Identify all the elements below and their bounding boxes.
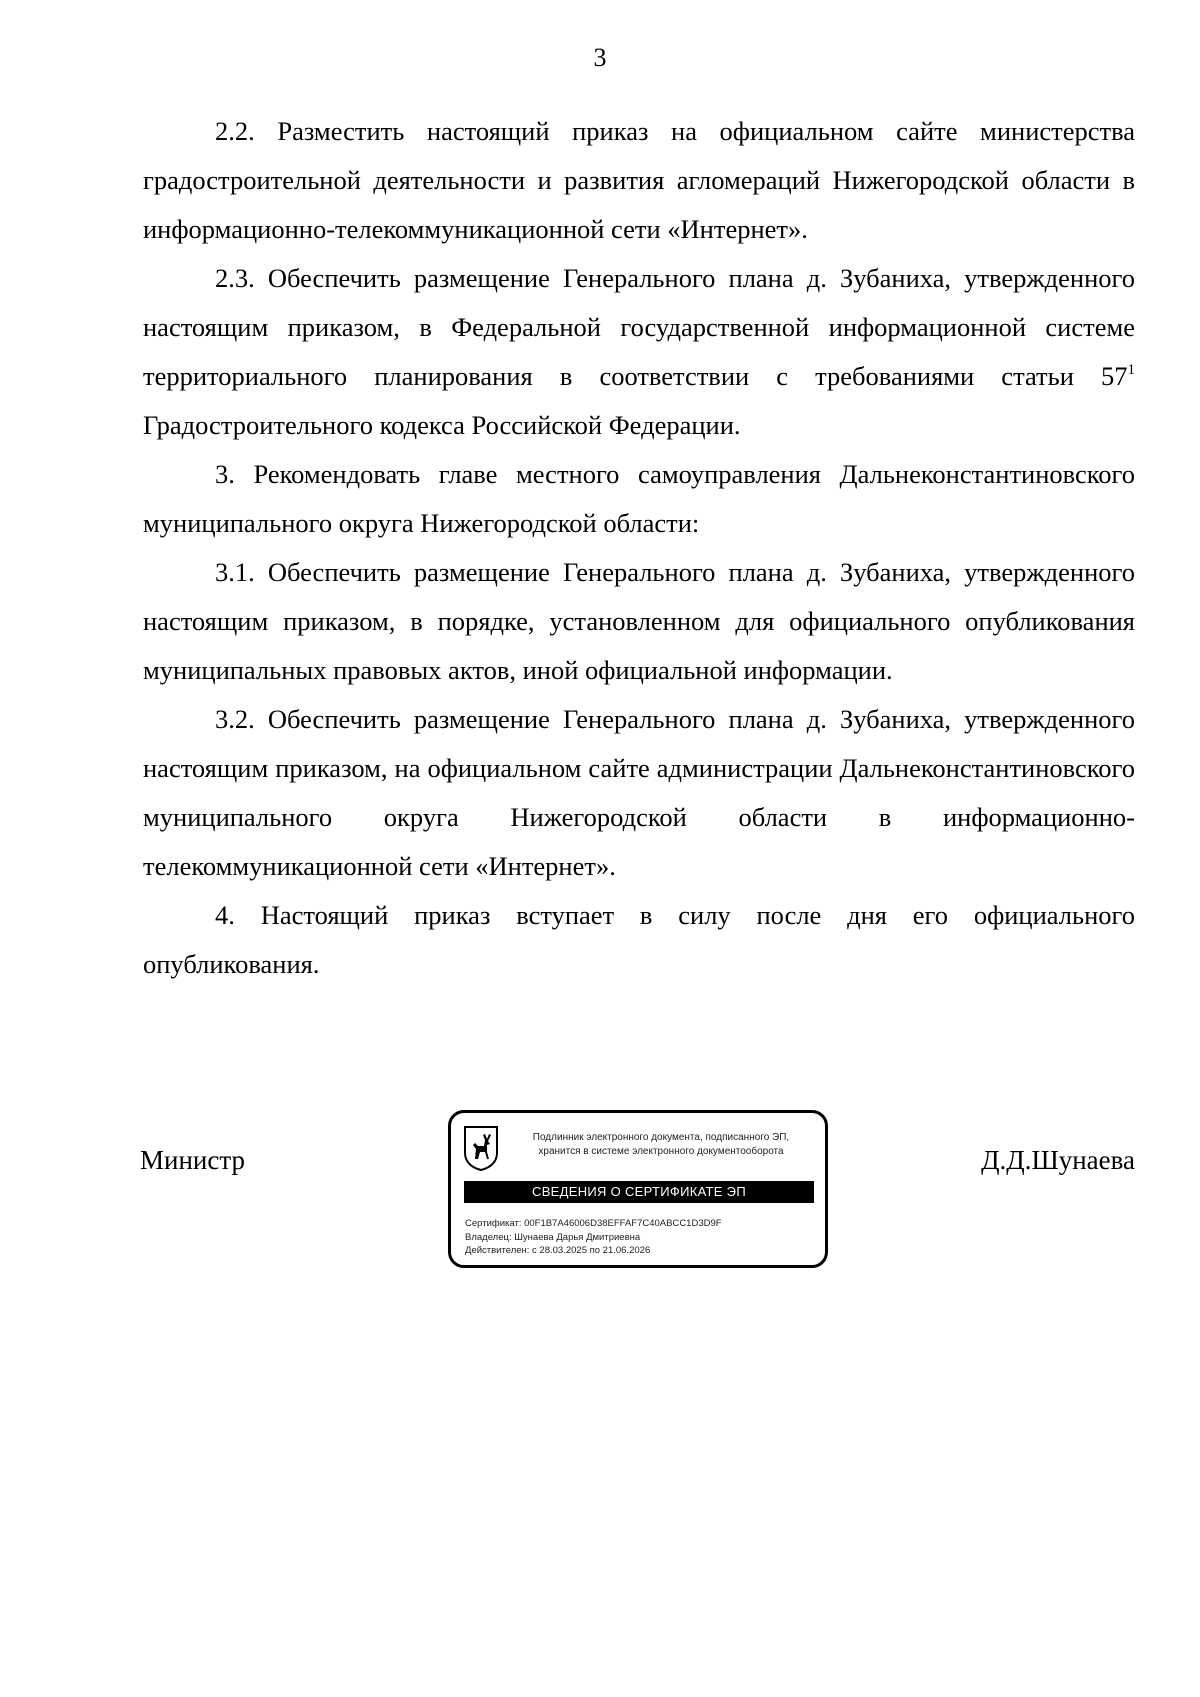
- paragraph-3-2: 3.2. Обеспечить размещение Генерального плана д. Зубаниха, утвержденного настоящим приказом, на официальном сайте администрации Дальнеконстантиновского муниципального округа Нижегородской области в информационно-телекоммуникационной сети «Интернет».: [143, 704, 1135, 881]
- paragraph-4: 4. Настоящий приказ вступает в силу после дня его официального опубликования.: [143, 900, 1135, 979]
- certificate-owner: Владелец: Шунаева Дарья Дмитриевна: [465, 1231, 641, 1243]
- stamp-note-line-1: Подлинник электронного документа, подписанного ЭП,: [532, 1132, 790, 1143]
- certificate-validity: Действителен: с 28.03.2025 по 21.06.2026: [465, 1245, 651, 1256]
- paragraph-3: 3. Рекомендовать главе местного самоуправления Дальнеконстантиновского муниципального округа Нижегородской области:: [143, 459, 1135, 538]
- stamp-header: СВЕДЕНИЯ О СЕРТИФИКАТЕ ЭП: [464, 1181, 814, 1203]
- paragraph-2-3-text: 2.3. Обеспечить размещение Генерального плана д. Зубаниха, утвержденного настоящим приказом, в Федеральной государственной информационной системе территориального планирования в соответствии с требованиями статьи 57: [143, 263, 1135, 391]
- paragraph-3-1: 3.1. Обеспечить размещение Генерального плана д. Зубаниха, утвержденного настоящим приказом, в порядке, установленном для официального опубликования муниципальных правовых актов, иной официальной информации.: [143, 557, 1135, 685]
- paragraph-2-2: 2.2. Разместить настоящий приказ на официальном сайте министерства градостроительной деятельности и развития агломераций Нижегородской области в информационно-телекоммуникационной сети «Интернет».: [143, 116, 1135, 244]
- page-number: 3: [593, 43, 607, 72]
- certificate-details: [465, 1217, 815, 1258]
- stamp-note: [511, 1131, 811, 1159]
- article-superscript: 1: [1127, 362, 1135, 378]
- electronic-signature-stamp: [448, 1110, 828, 1268]
- stamp-note-line-2: хранится в системе электронного документооборота: [538, 1146, 784, 1157]
- paragraph-2-3-tail: Градостроительного кодекса Российской Федерации.: [143, 410, 741, 440]
- deer-coat-of-arms-icon: [463, 1125, 499, 1171]
- signatory-title: Министр: [140, 1145, 245, 1175]
- document-body: [143, 107, 1135, 989]
- signatory-name: Д.Д.Шунаева: [981, 1145, 1135, 1175]
- certificate-number: Сертификат: 00F1B7A46006D38EFFAF7C40ABCC1D3D9F: [465, 1218, 722, 1229]
- signature-block: [0, 1110, 1200, 1280]
- paragraph-2-3: [143, 254, 1135, 450]
